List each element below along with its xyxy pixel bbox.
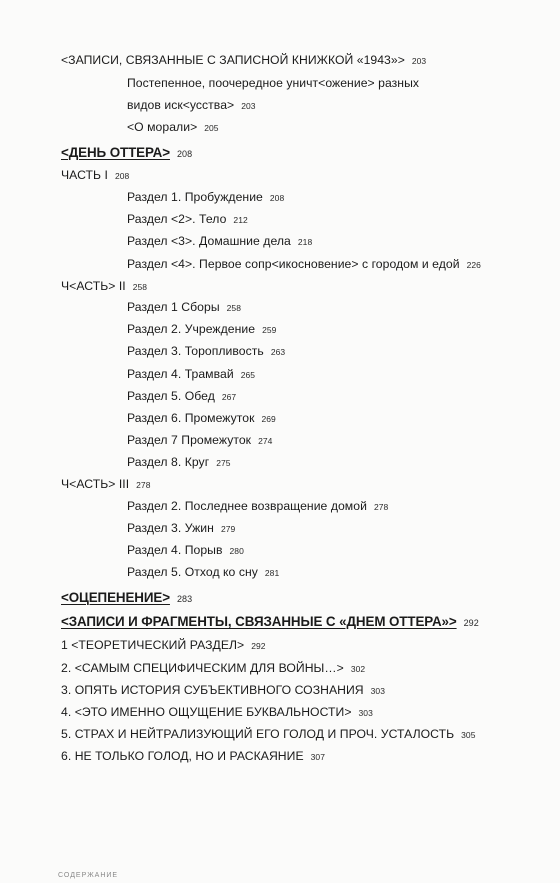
toc-entry — [127, 388, 236, 405]
toc-entry-title: Раздел 1 Сборы — [127, 300, 220, 314]
toc-page-number: 305 — [461, 730, 476, 740]
toc-entry-title: Раздел 7 Промежуток — [127, 433, 252, 447]
toc-entry — [61, 682, 385, 699]
toc-page-number: 265 — [240, 370, 256, 380]
toc-page-number: 303 — [358, 708, 373, 718]
toc-entry — [127, 256, 481, 273]
toc-entry-title: 1 <ТЕОРЕТИЧЕСКИЙ РАЗДЕЛ> — [61, 638, 245, 652]
toc-page-number: 303 — [370, 686, 385, 696]
toc-entry-title: Раздел 2. Учреждение — [127, 322, 256, 336]
toc-entry-title: <ДЕНЬ ОТТЕРА> — [61, 145, 170, 160]
toc-entry — [127, 564, 279, 581]
toc-page-number: 263 — [270, 347, 286, 357]
toc-heading — [61, 145, 192, 162]
toc-page-number: 226 — [466, 260, 481, 270]
toc-entry — [127, 454, 231, 471]
toc-page-number: 302 — [350, 664, 366, 674]
toc-entry — [127, 97, 256, 114]
toc-entry — [127, 432, 272, 449]
toc-entry-title: видов иск<усства> — [127, 98, 235, 112]
toc-entry-title: 2. <САМЫМ СПЕЦИФИЧЕСКИМ ДЛЯ ВОЙНЫ…> — [61, 661, 344, 675]
toc-entry — [127, 189, 284, 206]
toc-entry-title: Постепенное, поочередное уничт<ожение> разных — [127, 76, 420, 90]
toc-page-number: 275 — [216, 458, 231, 468]
toc-entry-title: Раздел 5. Отход ко сну — [127, 565, 258, 579]
toc-page-number: 208 — [176, 149, 193, 159]
toc-entry — [127, 542, 244, 559]
toc-entry-title: <ЗАПИСИ, СВЯЗАННЫЕ С ЗАПИСНОЙ КНИЖКОЙ «1943»> — [61, 53, 405, 67]
toc-entry-title: Раздел 5. Обед — [127, 389, 215, 403]
toc-page-number: 208 — [269, 193, 285, 203]
toc-page-number: 203 — [411, 56, 427, 66]
toc-entry-title: Ч<АСТЬ> III — [61, 477, 130, 491]
toc-page-number: 292 — [251, 641, 266, 651]
toc-entry-title: 6. НЕ ТОЛЬКО ГОЛОД, НО И РАСКАЯНИЕ — [61, 749, 304, 763]
toc-page-number: 259 — [262, 325, 277, 335]
toc-entry — [127, 119, 219, 136]
toc-page-number: 203 — [241, 101, 256, 111]
toc-heading — [61, 590, 192, 607]
toc-entry-title: Раздел 1. Пробуждение — [127, 190, 263, 204]
toc-entry — [61, 748, 325, 765]
toc-entry-title: Раздел <4>. Первое сопр<икосновение> с городом и едой — [127, 257, 460, 271]
running-footer: СОДЕРЖАНИЕ — [58, 872, 119, 879]
toc-page-number: 280 — [229, 546, 244, 556]
toc-entry — [127, 75, 419, 91]
toc-page-number: 269 — [261, 414, 276, 424]
toc-entry — [127, 211, 248, 228]
toc-entry-title: Раздел 8. Круг — [127, 455, 210, 469]
toc-page-number: 267 — [221, 392, 237, 402]
toc-page-number: 218 — [297, 237, 313, 247]
toc-entry-title: Раздел <2>. Тело — [127, 212, 227, 226]
toc-entry — [61, 726, 475, 743]
toc-heading — [61, 614, 479, 631]
toc-page-number: 212 — [233, 215, 248, 225]
toc-entry — [61, 52, 426, 69]
toc-page-number: 258 — [226, 303, 241, 313]
toc-entry — [61, 278, 147, 295]
toc-entry-title: 3. ОПЯТЬ ИСТОРИЯ СУБЪЕКТИВНОГО СОЗНАНИЯ — [61, 683, 364, 697]
toc-entry-title: <О морали> — [127, 120, 198, 134]
toc-entry — [61, 704, 373, 721]
toc-entry-title: Раздел <3>. Домашние дела — [127, 234, 291, 248]
toc-entry — [127, 321, 276, 338]
toc-entry — [127, 498, 388, 515]
toc-entry-title: 4. <ЭТО ИМЕННО ОЩУЩЕНИЕ БУКВАЛЬНОСТИ> — [61, 705, 352, 719]
toc-page-number: 258 — [132, 282, 148, 292]
toc-page-number: 307 — [310, 752, 325, 762]
toc-page-number: 281 — [264, 568, 280, 578]
toc-entry — [127, 233, 312, 250]
toc-entry — [127, 299, 241, 316]
toc-entry-title: ЧАСТЬ I — [61, 168, 108, 182]
toc-entry — [127, 410, 276, 427]
toc-entry — [127, 343, 285, 360]
toc-entry-title: <ЗАПИСИ И ФРАГМЕНТЫ, СВЯЗАННЫЕ С «ДНЕМ ОТТЕРА»> — [61, 614, 457, 629]
toc-entry-title: Раздел 4. Трамвай — [127, 367, 234, 381]
toc-entry — [61, 476, 151, 493]
toc-entry — [61, 637, 266, 654]
toc-entry — [127, 366, 255, 383]
toc-page-number: 279 — [220, 524, 236, 534]
toc-page-number: 274 — [258, 436, 273, 446]
toc-entry-title: 5. СТРАХ И НЕЙТРАЛИЗУЮЩИЙ ЕГО ГОЛОД И ПРОЧ. УСТАЛОСТЬ — [61, 727, 455, 741]
toc-entry-title: Раздел 2. Последнее возвращение домой — [127, 499, 367, 513]
toc-entry-title: Раздел 4. Порыв — [127, 543, 223, 557]
toc-entry-title: Раздел 6. Промежуток — [127, 411, 255, 425]
toc-entry — [61, 167, 129, 184]
toc-entry-title: <ОЦЕПЕНЕНИЕ> — [61, 590, 170, 605]
toc-page-number: 292 — [463, 618, 479, 628]
toc-entry-title: Раздел 3. Ужин — [127, 521, 214, 535]
toc-entry — [61, 660, 365, 677]
toc-entry-title: Раздел 3. Торопливость — [127, 344, 264, 358]
toc-page-number: 278 — [136, 480, 151, 490]
toc-entry-title: Ч<АСТЬ> II — [61, 279, 126, 293]
toc-page-number: 208 — [114, 171, 130, 181]
toc-page-number: 278 — [373, 502, 389, 512]
toc-page-number: 205 — [204, 123, 219, 133]
toc-page-number: 283 — [176, 594, 193, 604]
toc-entry — [127, 520, 235, 537]
